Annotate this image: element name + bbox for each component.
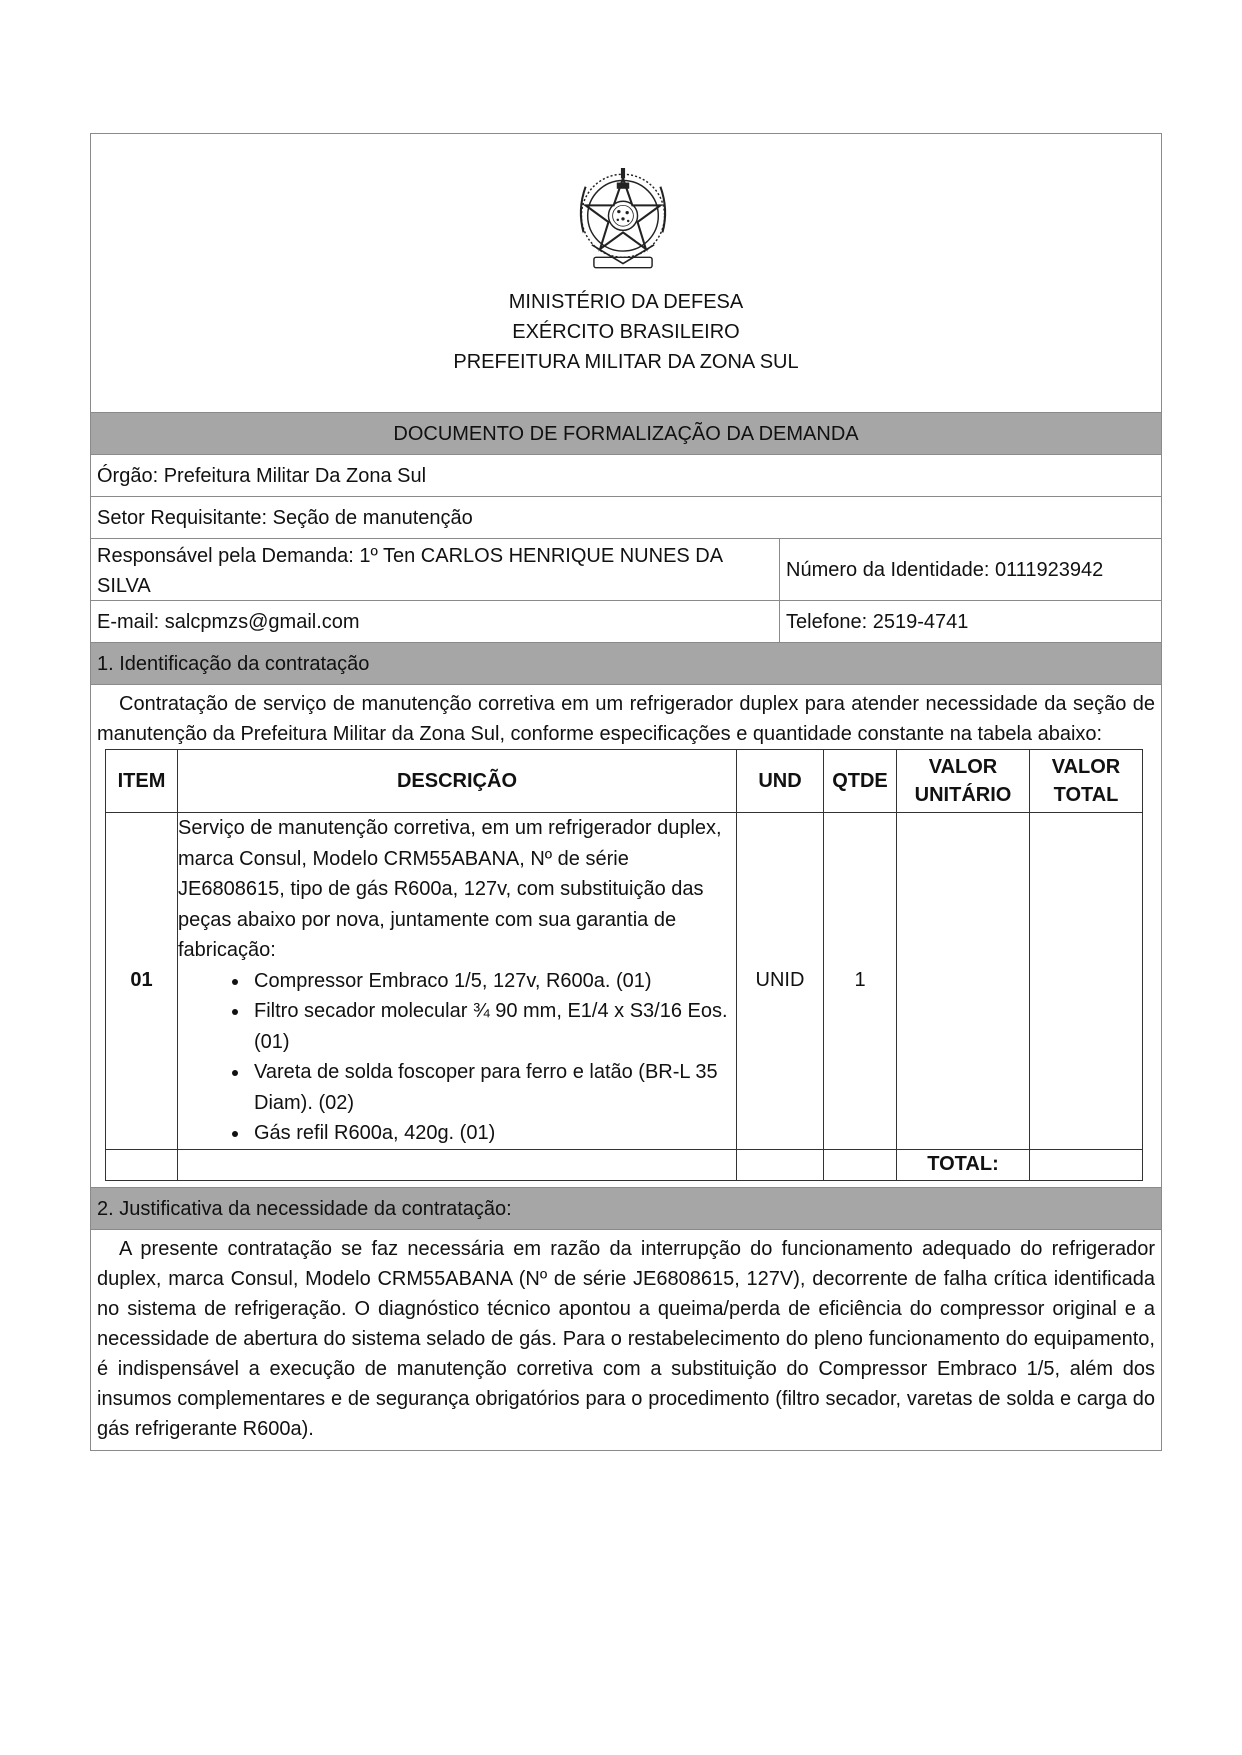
table-header-row (106, 750, 1143, 813)
coat-of-arms-icon (571, 168, 675, 276)
header-valor-unitario-line1: VALOR (928, 756, 998, 778)
setor-field: Setor Requisitante: Seção de manutenção (91, 496, 1161, 538)
row-valor-unitario (897, 813, 1030, 1150)
section-2-text: A presente contratação se faz necessária em razão da interrupção do funcionamento adequado do refrigerador duplex, marca Consul, Modelo CRM55ABANA (Nº de série JE6808615, 127V), decorrente de falha crítica identificada no sistema de refrigeração. O diagnóstico técnico apontou a queima/perda de eficiência do compressor original e a necessidade de abertura do sistema selado de gás. Para o restabelecimento do pleno funcionamento do equipamento, é indispensável a execução de manutenção corretiva com a substituição do Compressor Embraco 1/5, além dos insumos complementares e de segurança obrigatórios para o procedimento (filtro secador, varetas de solda e carga do gás refrigerante R600a). (97, 1237, 1155, 1440)
header-line-ministry: MINISTÉRIO DA DEFESA (508, 291, 744, 313)
total-value (1030, 1149, 1143, 1180)
total-empty-cell (824, 1149, 897, 1180)
row-description (178, 813, 737, 1150)
section-1-body (91, 684, 1161, 1187)
list-item: • Compressor Embraco 1/5, 127v, R600a. (01) (250, 966, 736, 997)
document-frame (90, 133, 1162, 1451)
document-header (91, 134, 1161, 412)
section-2-heading: 2. Justificativa da necessidade da contratação: (91, 1187, 1161, 1229)
list-item: • Gás refil R600a, 420g. (01) (250, 1118, 736, 1149)
document-title: DOCUMENTO DE FORMALIZAÇÃO DA DEMANDA (91, 412, 1161, 454)
orgao-field: Órgão: Prefeitura Militar Da Zona Sul (91, 454, 1161, 496)
telefone-field: Telefone: 2519-4741 (786, 611, 969, 633)
row-qtde: 1 (824, 813, 897, 1150)
header-valor-unitario (897, 750, 1030, 813)
identidade-field: Número da Identidade: 0111923942 (786, 559, 1104, 581)
header-line-army: EXÉRCITO BRASILEIRO (512, 321, 740, 343)
items-table-wrap (91, 749, 1161, 1187)
list-item: • Filtro secador molecular ¾ 90 mm, E1/4 x S3/16 Eos. (01) (250, 996, 736, 1057)
total-empty-cell (737, 1149, 824, 1180)
total-empty-cell (106, 1149, 178, 1180)
responsavel-row (91, 538, 1161, 600)
section-2-body (91, 1229, 1161, 1450)
header-qtde: QTDE (824, 750, 897, 813)
header-valor-total-line1: VALOR (1051, 756, 1121, 778)
institution-lines (91, 287, 1161, 377)
header-item: ITEM (106, 750, 178, 813)
email-field: E-mail: salcpmzs@gmail.com (91, 601, 780, 642)
header-valor-total-line2: TOTAL (1053, 784, 1119, 806)
header-descricao: DESCRIÇÃO (178, 750, 737, 813)
row-valor-total (1030, 813, 1143, 1150)
contact-row (91, 600, 1161, 642)
header-valor-unitario-line2: UNITÁRIO (914, 784, 1012, 806)
header-valor-total (1030, 750, 1143, 813)
row-und: UNID (737, 813, 824, 1150)
list-item: • Vareta de solda foscoper para ferro e latão (BR-L 35 Diam). (02) (250, 1057, 736, 1118)
items-table (105, 749, 1143, 1181)
total-row (106, 1149, 1143, 1180)
section-1-paragraph (91, 685, 1161, 749)
total-empty-cell (178, 1149, 737, 1180)
section-2-paragraph (91, 1230, 1161, 1450)
section-1-heading: 1. Identificação da contratação (91, 642, 1161, 684)
table-row (106, 813, 1143, 1150)
section-1-text: Contratação de serviço de manutenção corretiva em um refrigerador duplex para atender necessidade da seção de manutenção da Prefeitura Militar da Zona Sul, conforme especificações e quantidade constante na tabela abaixo: (97, 693, 1155, 745)
total-label: TOTAL: (897, 1149, 1030, 1180)
responsavel-field: Responsável pela Demanda: 1º Ten CARLOS HENRIQUE NUNES DA SILVA (91, 539, 780, 600)
parts-list (178, 966, 736, 1149)
row-item-number: 01 (106, 813, 178, 1150)
header-und: UND (737, 750, 824, 813)
row-description-text: Serviço de manutenção corretiva, em um refrigerador duplex, marca Consul, Modelo CRM55ABANA, Nº de série JE6808615, tipo de gás R600a, 127v, com substituição das peças abaixo por nova, juntamente com sua garantia de fabricação: (178, 817, 722, 961)
header-line-prefecture: PREFEITURA MILITAR DA ZONA SUL (453, 351, 799, 373)
